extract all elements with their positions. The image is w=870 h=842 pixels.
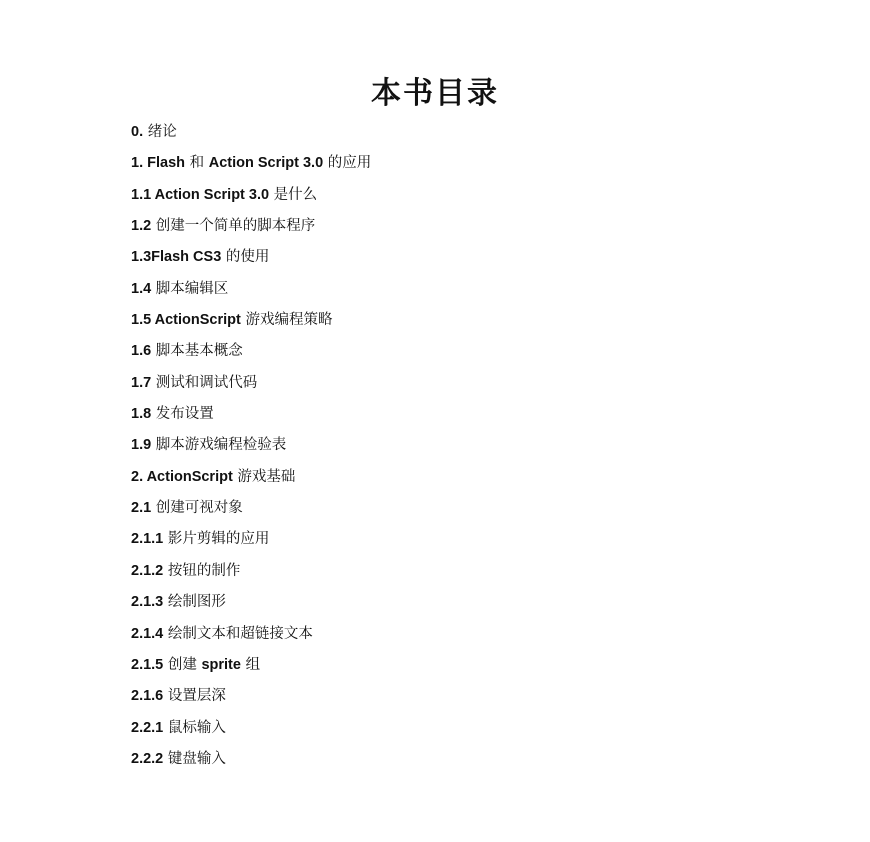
toc-entry xyxy=(131,560,371,591)
toc-entry-text: 和 xyxy=(185,155,209,172)
toc-entry xyxy=(131,246,371,277)
toc-entry xyxy=(131,497,371,528)
toc-entry-number: 2.1.3 xyxy=(131,594,164,611)
toc-entry-text: 绪论 xyxy=(143,124,177,140)
toc-entry-number: 2.1 xyxy=(131,500,152,517)
toc-entry-text: 绘制文本和超链接文本 xyxy=(163,625,313,642)
toc-entry xyxy=(131,623,371,654)
toc-entry-number: 1. Flash xyxy=(131,155,185,172)
toc-entry-text: 脚本游戏编程检验表 xyxy=(151,437,287,454)
toc-entry-text: 游戏基础 xyxy=(232,468,296,485)
toc-entry xyxy=(131,184,371,215)
toc-entry xyxy=(131,591,371,622)
toc-entry-number: 2.2.2 xyxy=(131,750,164,767)
toc-entry-number: 2.2.1 xyxy=(131,719,164,736)
toc-entry-number: 2.1.5 xyxy=(131,656,164,673)
toc-entry xyxy=(131,372,371,403)
toc-entry-text-extra: 组 xyxy=(240,656,261,673)
toc-entry-number: 2.1.4 xyxy=(131,625,164,642)
toc-entry-number-extra: Action Script 3.0 xyxy=(208,155,324,172)
toc-entry xyxy=(131,685,371,716)
toc-entry xyxy=(131,152,371,183)
toc-entry-text: 设置层深 xyxy=(163,688,226,705)
toc-entry xyxy=(131,215,371,246)
toc-entry xyxy=(131,403,371,434)
toc-entry-text: 测试和调试代码 xyxy=(151,374,258,391)
toc-entry-text: 键盘输入 xyxy=(163,750,226,767)
toc-entry-number: 1.5 ActionScript xyxy=(131,312,241,329)
toc-entry xyxy=(131,748,371,779)
toc-entry-number: 1.4 xyxy=(131,280,152,297)
toc-entry xyxy=(131,654,371,685)
toc-entry xyxy=(131,121,371,152)
toc-entry-number-extra: sprite xyxy=(201,656,241,673)
toc-entry xyxy=(131,434,371,465)
toc-entry xyxy=(131,340,371,371)
toc-entry-number: 1.2 xyxy=(131,218,152,235)
toc-entry-text: 创建 xyxy=(163,656,202,673)
toc-entry-number: 0. xyxy=(131,124,144,140)
toc-entry xyxy=(131,309,371,340)
toc-entry-number: 2.1.6 xyxy=(131,688,164,705)
toc-entry-text: 是什么 xyxy=(269,186,318,203)
toc-entry-number: 1.6 xyxy=(131,343,152,360)
toc-entry-text: 脚本编辑区 xyxy=(151,280,229,297)
toc-entry-number: 1.7 xyxy=(131,374,152,391)
toc-entry-number: 1.3Flash CS3 xyxy=(131,249,222,266)
toc-entry-text: 影片剪辑的应用 xyxy=(163,531,270,548)
toc-entry-text: 发布设置 xyxy=(151,406,214,423)
toc-entry-text: 绘制图形 xyxy=(163,594,226,611)
toc-entry-number: 1.8 xyxy=(131,406,152,423)
toc-entry-number: 2.1.1 xyxy=(131,531,164,548)
toc-entry-text: 游戏编程策略 xyxy=(240,312,333,329)
toc-entry xyxy=(131,528,371,559)
toc-entry-number: 2.1.2 xyxy=(131,562,164,579)
page-title: 本书目录 xyxy=(371,76,499,111)
toc-entry-text: 脚本基本概念 xyxy=(151,343,243,360)
toc-entry-text: 的使用 xyxy=(221,249,270,266)
toc-entry-text: 按钮的制作 xyxy=(163,562,241,579)
toc-entry-text: 创建一个简单的脚本程序 xyxy=(151,218,316,235)
toc-entry xyxy=(131,278,371,309)
toc-entry-number: 2. ActionScript xyxy=(131,468,233,485)
toc-entry-text-extra: 的应用 xyxy=(323,155,372,172)
toc-entry-text: 创建可视对象 xyxy=(151,500,243,517)
toc-entry xyxy=(131,717,371,748)
toc-entry-number: 1.9 xyxy=(131,437,152,454)
table-of-contents xyxy=(131,121,371,779)
toc-entry-number: 1.1 Action Script 3.0 xyxy=(131,186,270,203)
toc-entry xyxy=(131,466,371,497)
toc-entry-text: 鼠标输入 xyxy=(163,719,226,736)
